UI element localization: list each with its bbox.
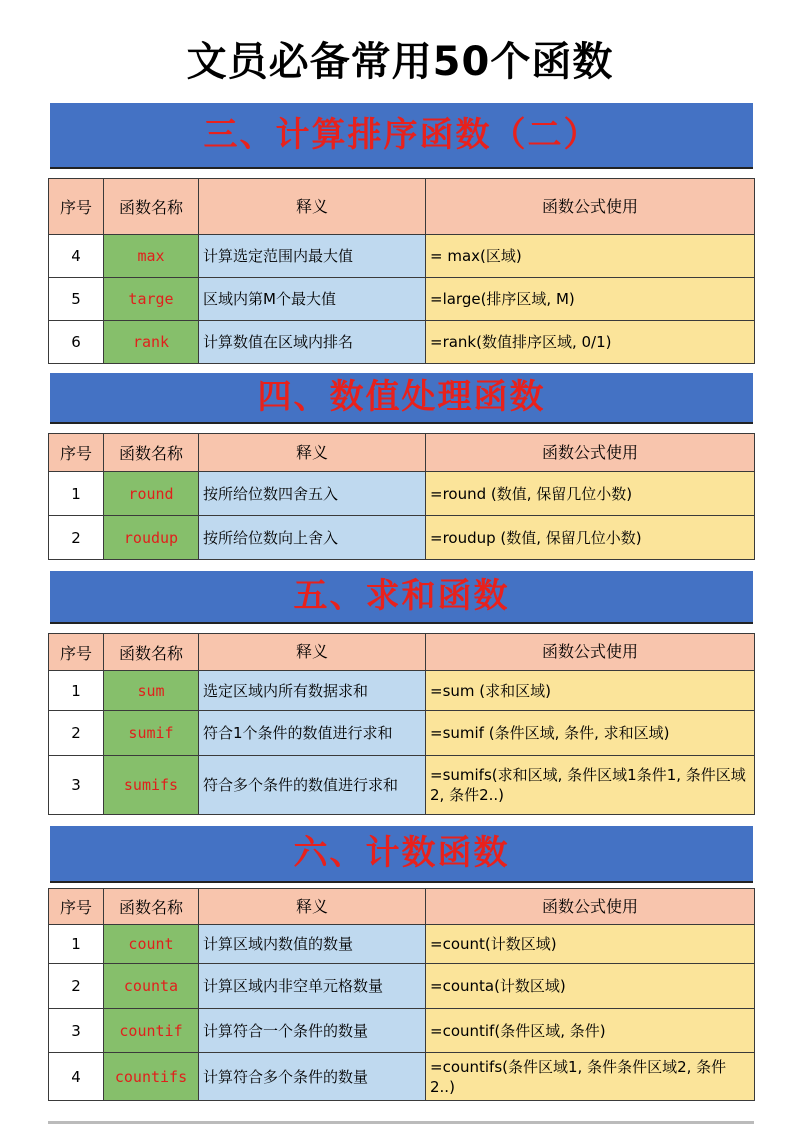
section-heading: 六、计数函数 <box>50 826 753 881</box>
table-row <box>49 516 755 560</box>
row-function-name: sumif <box>104 711 199 756</box>
header-desc: 释义 <box>199 634 426 671</box>
row-description: 计算选定范围内最大值 <box>199 235 426 278</box>
row-formula: =counta(计数区域) <box>426 964 755 1009</box>
row-num: 6 <box>49 321 104 364</box>
header-formula: 函数公式使用 <box>426 179 755 235</box>
header-name: 函数名称 <box>104 179 199 235</box>
row-function-name: rank <box>104 321 199 364</box>
row-num: 3 <box>49 1009 104 1053</box>
function-table <box>48 633 755 815</box>
table-row <box>49 964 755 1009</box>
row-function-name: counta <box>104 964 199 1009</box>
header-formula: 函数公式使用 <box>426 634 755 671</box>
section-heading: 四、数值处理函数 <box>50 373 753 422</box>
header-name: 函数名称 <box>104 634 199 671</box>
function-table <box>48 888 755 1101</box>
table-row <box>49 925 755 964</box>
row-num: 1 <box>49 925 104 964</box>
row-function-name: sum <box>104 671 199 711</box>
table-row <box>49 472 755 516</box>
row-function-name: max <box>104 235 199 278</box>
row-function-name: targe <box>104 278 199 321</box>
header-num: 序号 <box>49 889 104 925</box>
row-function-name: roudup <box>104 516 199 560</box>
header-formula: 函数公式使用 <box>426 889 755 925</box>
row-num: 4 <box>49 235 104 278</box>
row-num: 2 <box>49 516 104 560</box>
header-num: 序号 <box>49 434 104 472</box>
row-function-name: sumifs <box>104 756 199 815</box>
page-title: 文员必备常用50个函数 <box>186 39 614 85</box>
divider <box>50 422 753 430</box>
table-row <box>49 321 755 364</box>
header-desc: 释义 <box>199 889 426 925</box>
row-description: 计算符合一个条件的数量 <box>199 1009 426 1053</box>
row-function-name: countifs <box>104 1053 199 1101</box>
row-num: 5 <box>49 278 104 321</box>
row-num: 2 <box>49 711 104 756</box>
row-formula: =sum (求和区域) <box>426 671 755 711</box>
table-row <box>49 1009 755 1053</box>
row-function-name: round <box>104 472 199 516</box>
row-description: 符合1个条件的数值进行求和 <box>199 711 426 756</box>
divider <box>50 622 753 630</box>
table-row <box>49 711 755 756</box>
row-formula: =countifs(条件区域1, 条件条件区域2, 条件2..) <box>426 1053 755 1101</box>
row-num: 3 <box>49 756 104 815</box>
table-row <box>49 756 755 815</box>
row-description: 计算区域内非空单元格数量 <box>199 964 426 1009</box>
header-num: 序号 <box>49 634 104 671</box>
row-function-name: countif <box>104 1009 199 1053</box>
divider <box>50 167 753 175</box>
row-formula: =count(计数区域) <box>426 925 755 964</box>
section-heading: 三、计算排序函数（二） <box>50 103 753 167</box>
header-num: 序号 <box>49 179 104 235</box>
row-num: 1 <box>49 671 104 711</box>
table-row <box>49 671 755 711</box>
header-name: 函数名称 <box>104 889 199 925</box>
header-name: 函数名称 <box>104 434 199 472</box>
row-num: 2 <box>49 964 104 1009</box>
row-num: 4 <box>49 1053 104 1101</box>
table-row <box>49 1053 755 1101</box>
row-formula: =countif(条件区域, 条件) <box>426 1009 755 1053</box>
row-description: 计算数值在区域内排名 <box>199 321 426 364</box>
row-formula: =sumif (条件区域, 条件, 求和区域) <box>426 711 755 756</box>
table-header-row <box>49 179 755 235</box>
header-formula: 函数公式使用 <box>426 434 755 472</box>
row-description: 符合多个条件的数值进行求和 <box>199 756 426 815</box>
table-row <box>49 235 755 278</box>
row-description: 选定区域内所有数据求和 <box>199 671 426 711</box>
row-formula: =rank(数值排序区域, 0/1) <box>426 321 755 364</box>
row-formula: =roudup (数值, 保留几位小数) <box>426 516 755 560</box>
row-num: 1 <box>49 472 104 516</box>
function-table <box>48 178 755 364</box>
section-heading: 五、求和函数 <box>50 571 753 622</box>
function-table <box>48 433 755 560</box>
table-row <box>49 278 755 321</box>
header-desc: 释义 <box>199 179 426 235</box>
row-function-name: count <box>104 925 199 964</box>
row-formula: =sumifs(求和区域, 条件区域1条件1, 条件区域2, 条件2..) <box>426 756 755 815</box>
table-header-row <box>49 889 755 925</box>
row-formula: = max(区域) <box>426 235 755 278</box>
row-description: 计算区域内数值的数量 <box>199 925 426 964</box>
table-header-row <box>49 434 755 472</box>
table-header-row <box>49 634 755 671</box>
bottom-rule <box>48 1121 754 1124</box>
row-formula: =large(排序区域, M) <box>426 278 755 321</box>
row-description: 计算符合多个条件的数量 <box>199 1053 426 1101</box>
header-desc: 释义 <box>199 434 426 472</box>
row-description: 按所给位数四舍五入 <box>199 472 426 516</box>
row-formula: =round (数值, 保留几位小数) <box>426 472 755 516</box>
row-description: 按所给位数向上舍入 <box>199 516 426 560</box>
row-description: 区域内第M个最大值 <box>199 278 426 321</box>
